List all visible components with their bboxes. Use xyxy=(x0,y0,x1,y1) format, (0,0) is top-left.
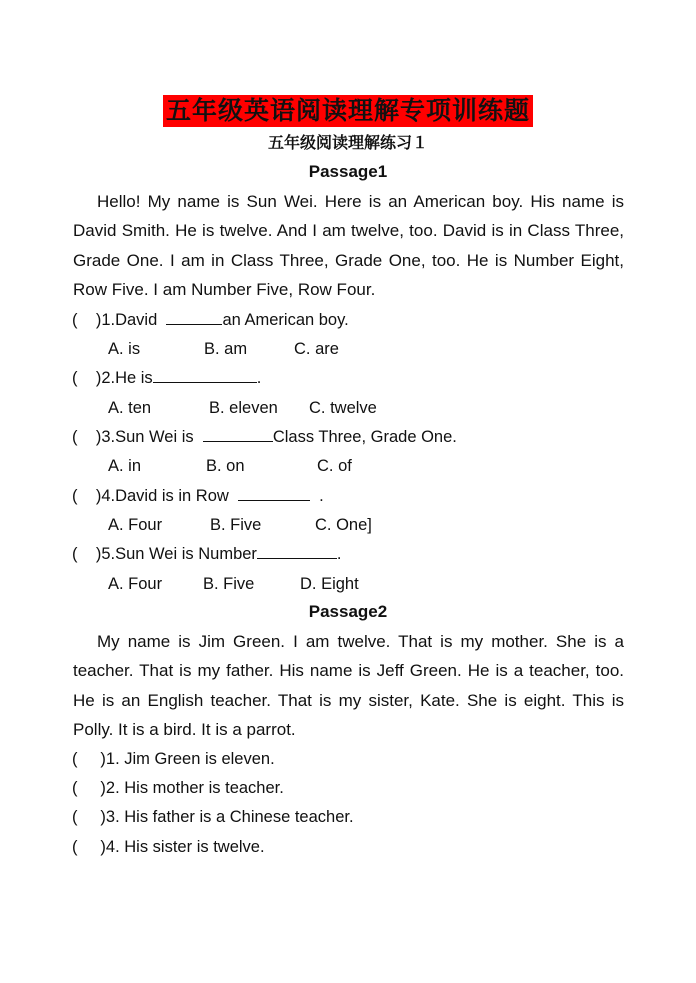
answer-bracket[interactable]: ( ) xyxy=(72,750,106,768)
statement-text: 1. Jim Green is eleven. xyxy=(105,750,275,768)
answer-bracket[interactable]: ( ) xyxy=(72,428,102,446)
question-3 xyxy=(72,425,457,449)
option-b: B. eleven xyxy=(209,399,278,417)
option-d: D. Eight xyxy=(300,575,359,593)
question-2 xyxy=(72,366,261,390)
answer-bracket[interactable]: ( ) xyxy=(72,779,106,797)
question-5 xyxy=(72,542,342,566)
option-b: B. Five xyxy=(203,575,255,593)
answer-bracket[interactable]: ( ) xyxy=(72,545,102,563)
option-b: B. am xyxy=(204,340,248,358)
option-b: B. Five xyxy=(210,516,262,534)
answer-bracket[interactable]: ( ) xyxy=(72,487,102,505)
option-a: A. Four xyxy=(108,516,163,534)
answer-bracket[interactable]: ( ) xyxy=(72,838,106,856)
answer-bracket[interactable]: ( ) xyxy=(72,311,102,329)
passage2-heading: Passage2 xyxy=(308,602,388,621)
question-text: . xyxy=(256,369,262,387)
answer-blank[interactable] xyxy=(153,367,257,383)
option-a: A. ten xyxy=(108,399,152,417)
question-text: 5.Sun Wei is Number xyxy=(101,545,257,563)
option-a: A. Four xyxy=(108,575,163,593)
answer-blank[interactable] xyxy=(238,485,310,501)
statement-text: 2. His mother is teacher. xyxy=(105,779,284,797)
passage1-heading: Passage1 xyxy=(308,162,388,181)
statement-text: 3. His father is a Chinese teacher. xyxy=(105,808,354,826)
option-a: A. in xyxy=(108,457,142,475)
question-text: an American boy. xyxy=(222,311,349,329)
document-subtitle: 五年级阅读理解练习１ xyxy=(267,133,428,152)
question-text: 4.David is in Row xyxy=(101,487,238,505)
option-b: B. on xyxy=(206,457,245,475)
option-a: A. is xyxy=(108,340,141,358)
answer-bracket[interactable]: ( ) xyxy=(72,369,102,387)
question-text: 2.He is xyxy=(101,369,153,387)
answer-blank[interactable] xyxy=(257,543,337,559)
statement-2 xyxy=(72,776,284,800)
option-c: C. are xyxy=(294,340,339,358)
question-text: Class Three, Grade One. xyxy=(272,428,457,446)
option-c: C. twelve xyxy=(309,399,377,417)
statement-3 xyxy=(72,805,354,829)
answer-blank[interactable] xyxy=(203,426,273,442)
statement-1 xyxy=(72,747,275,771)
passage2-text: My name is Jim Green. I am twelve. That is my mother. She is a teacher. That is my father. His name is Jeff Green. He is a teacher, too. He is an English teacher. That is my sister, Kate. She is eight. This is Polly. It is a bird. It is a parrot. xyxy=(73,632,624,739)
passage1-text: Hello! My name is Sun Wei. Here is an American boy. His name is David Smith. He is twelve. And I am twelve, too. David is in Class Three, Grade One. I am in Class Three, Grade One, too. He is Number Eight, Row Five. I am Number Five, Row Four. xyxy=(73,192,624,299)
question-text: 1.David xyxy=(101,311,167,329)
question-text: 3.Sun Wei is xyxy=(101,428,203,446)
option-c: C. of xyxy=(317,457,352,475)
question-1 xyxy=(72,308,349,332)
question-text: . xyxy=(309,487,324,505)
statement-text: 4. His sister is twelve. xyxy=(105,838,265,856)
answer-blank[interactable] xyxy=(166,309,222,325)
document-title: 五年级英语阅读理解专项训练题 xyxy=(163,95,533,127)
question-4 xyxy=(72,484,324,508)
statement-4 xyxy=(72,835,265,859)
option-c: C. One] xyxy=(315,516,372,534)
question-text: . xyxy=(336,545,342,563)
answer-bracket[interactable]: ( ) xyxy=(72,808,106,826)
